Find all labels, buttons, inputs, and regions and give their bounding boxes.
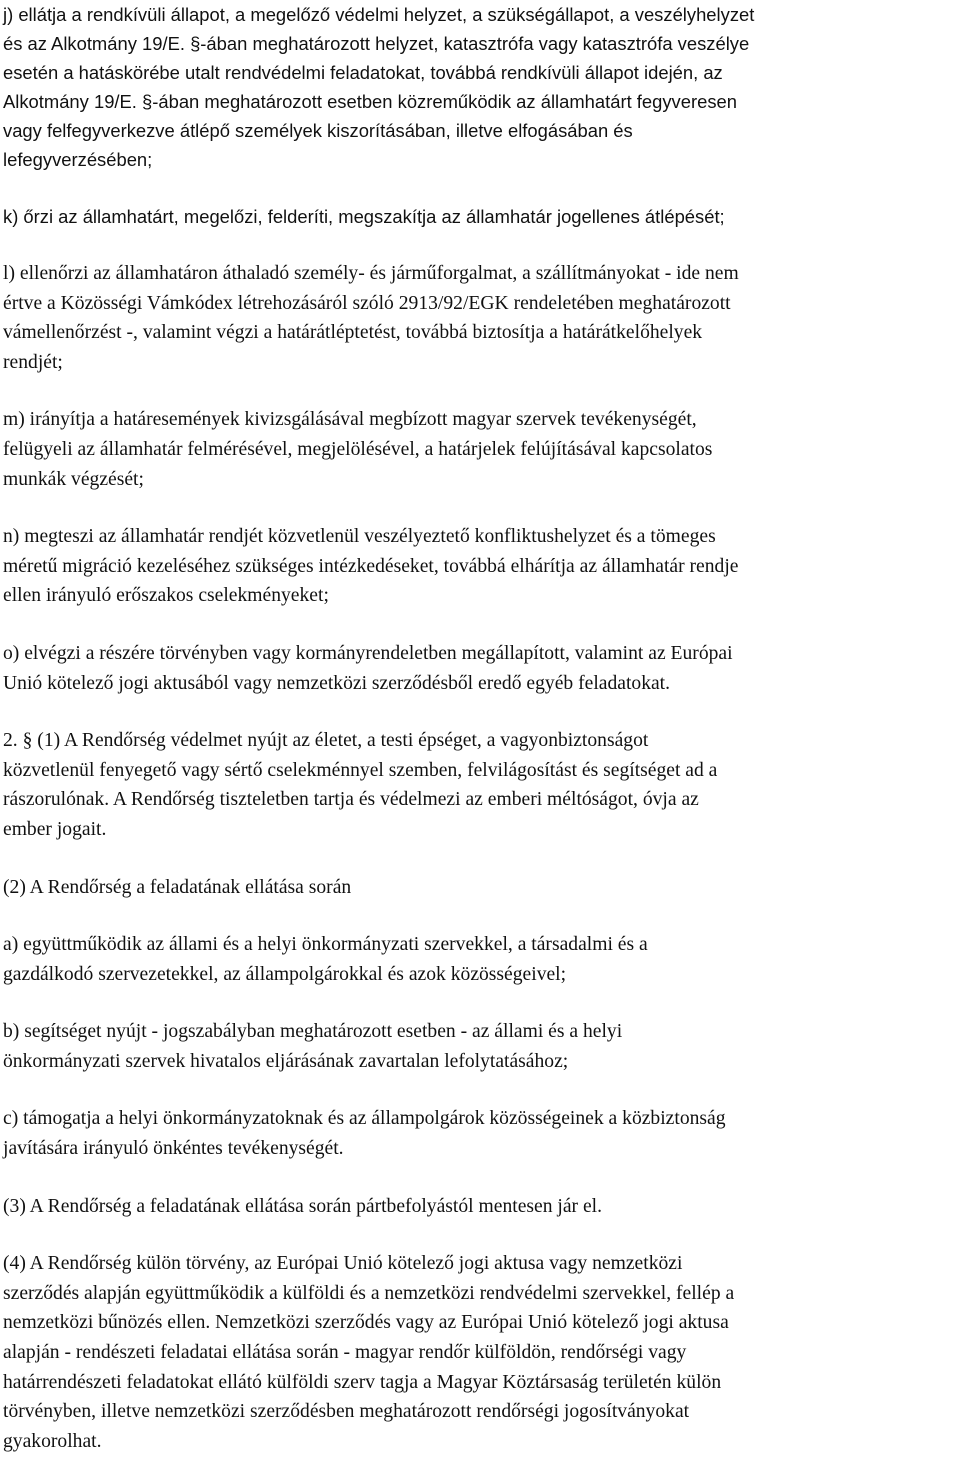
text-line: rendjét; [3,351,63,373]
text-line: gazdálkodó szervezetekkel, az állampolgárokkal és azok közösségeivel; [3,963,567,985]
paragraph-n [3,522,958,611]
text-line: esetén a hatáskörébe utalt rendvédelmi feladatokat, továbbá rendkívüli állapot idején, az [3,62,723,83]
text-line: önkormányzati szervek hivatalos eljárásának zavartalan lefolytatásához; [3,1050,569,1072]
paragraph-c [3,1104,958,1163]
text-line: nemzetközi bűnözés ellen. Nemzetközi szerződés vagy az Európai Unió kötelező jogi aktusa [3,1312,729,1334]
text-line: javítására irányuló önkéntes tevékenységét. [3,1138,344,1160]
text-line: vagy felfegyverkezve átlépő személyek kiszorításában, illetve elfogásában és [3,120,633,141]
text-line: felügyeli az államhatár felmérésével, megjelölésével, a határjelek felújításával kapcsolatos [3,438,713,460]
text-line: n) megteszi az államhatár rendjét közvetlenül veszélyeztető konfliktushelyzet és a tömeges [3,526,716,548]
text-line: (3) A Rendőrség a feladatának ellátása során pártbefolyástól mentesen jár el. [3,1195,603,1217]
text-line: k) őrzi az államhatárt, megelőzi, felderíti, megszakítja az államhatár jogellenes átlépését; [3,206,725,227]
text-line: alapján - rendészeti feladatai ellátása során - magyar rendőr külföldön, rendőrségi vagy [3,1342,687,1364]
paragraph-j [3,0,958,174]
text-line: közvetlenül fenyegető vagy sértő cselekménnyel szemben, felvilágosítást és segítséget ad a [3,759,718,781]
text-line: j) ellátja a rendkívüli állapot, a megelőző védelmi helyzet, a szükségállapot, a veszélyhelyzet [3,4,755,25]
text-line: és az Alkotmány 19/E. §-ában meghatározott helyzet, katasztrófa vagy katasztrófa veszélye [3,33,750,54]
text-line: b) segítséget nyújt - jogszabályban meghatározott esetben - az állami és a helyi [3,1021,623,1043]
paragraph-k [3,202,958,231]
text-line: vámellenőrzést -, valamint végzi a határátléptetést, továbbá biztosítja a határátkelőhelyek [3,322,703,344]
text-line: lefegyverzésében; [3,149,153,170]
text-line: o) elvégzi a részére törvényben vagy kormányrendeletben megállapított, valamint az Európai [3,642,733,664]
text-line: c) támogatja a helyi önkormányzatoknak és az állampolgárok közösségeinek a közbiztonság [3,1108,726,1130]
text-line: munkák végzését; [3,468,144,490]
text-line: Unió kötelező jogi aktusából vagy nemzetközi szerződésből eredő egyéb feladatokat. [3,672,671,694]
text-line: (2) A Rendőrség a feladatának ellátása során [3,876,352,898]
text-line: értve a Közösségi Vámkódex létrehozásáról szóló 2913/92/EGK rendeletében meghatározott [3,292,731,314]
paragraph-section-2-1 [3,726,958,844]
paragraph-b [3,1017,958,1076]
text-line: m) irányítja a határesemények kivizsgálásával megbízott magyar szervek tevékenységét, [3,409,697,431]
paragraph-section-2-2 [3,873,958,903]
text-line: gyakorolhat. [3,1430,102,1452]
text-line: l) ellenőrzi az államhatáron áthaladó személy- és járműforgalmat, a szállítmányokat - ide nem [3,263,739,284]
text-line: határrendészeti feladatokat ellátó külföldi szerv tagja a Magyar Köztársaság területén külön [3,1371,722,1393]
text-line: (4) A Rendőrség külön törvény, az Európai Unió kötelező jogi aktusa vagy nemzetközi [3,1253,683,1275]
text-line: a) együttműködik az állami és a helyi önkormányzati szervekkel, a társadalmi és a [3,934,648,956]
text-line: törvényben, illetve nemzetközi szerződésben meghatározott rendőrségi jogosítványokat [3,1401,690,1423]
paragraph-l [3,259,958,377]
paragraph-a [3,930,958,989]
paragraph-o [3,639,958,698]
text-line: ember jogait. [3,818,107,840]
document-page [3,0,958,1484]
text-line: méretű migráció kezeléséhez szükséges intézkedéseket, továbbá elhárítja az államhatár rendje [3,555,739,577]
text-line: rászorulónak. A Rendőrség tiszteletben tartja és védelmezi az emberi méltóságot, óvja az [3,789,699,811]
paragraph-section-2-4 [3,1249,958,1456]
text-line: Alkotmány 19/E. §-ában meghatározott esetben közreműködik az államhatárt fegyveresen [3,91,737,112]
text-line: 2. § (1) A Rendőrség védelmet nyújt az életet, a testi épséget, a vagyonbiztonságot [3,730,649,752]
text-line: ellen irányuló erőszakos cselekményeket; [3,585,329,607]
paragraph-m [3,405,958,494]
text-line: szerződés alapján együttműködik a külföldi és a nemzetközi rendvédelmi szervekkel, fellép a [3,1282,735,1304]
paragraph-section-2-3 [3,1192,958,1222]
